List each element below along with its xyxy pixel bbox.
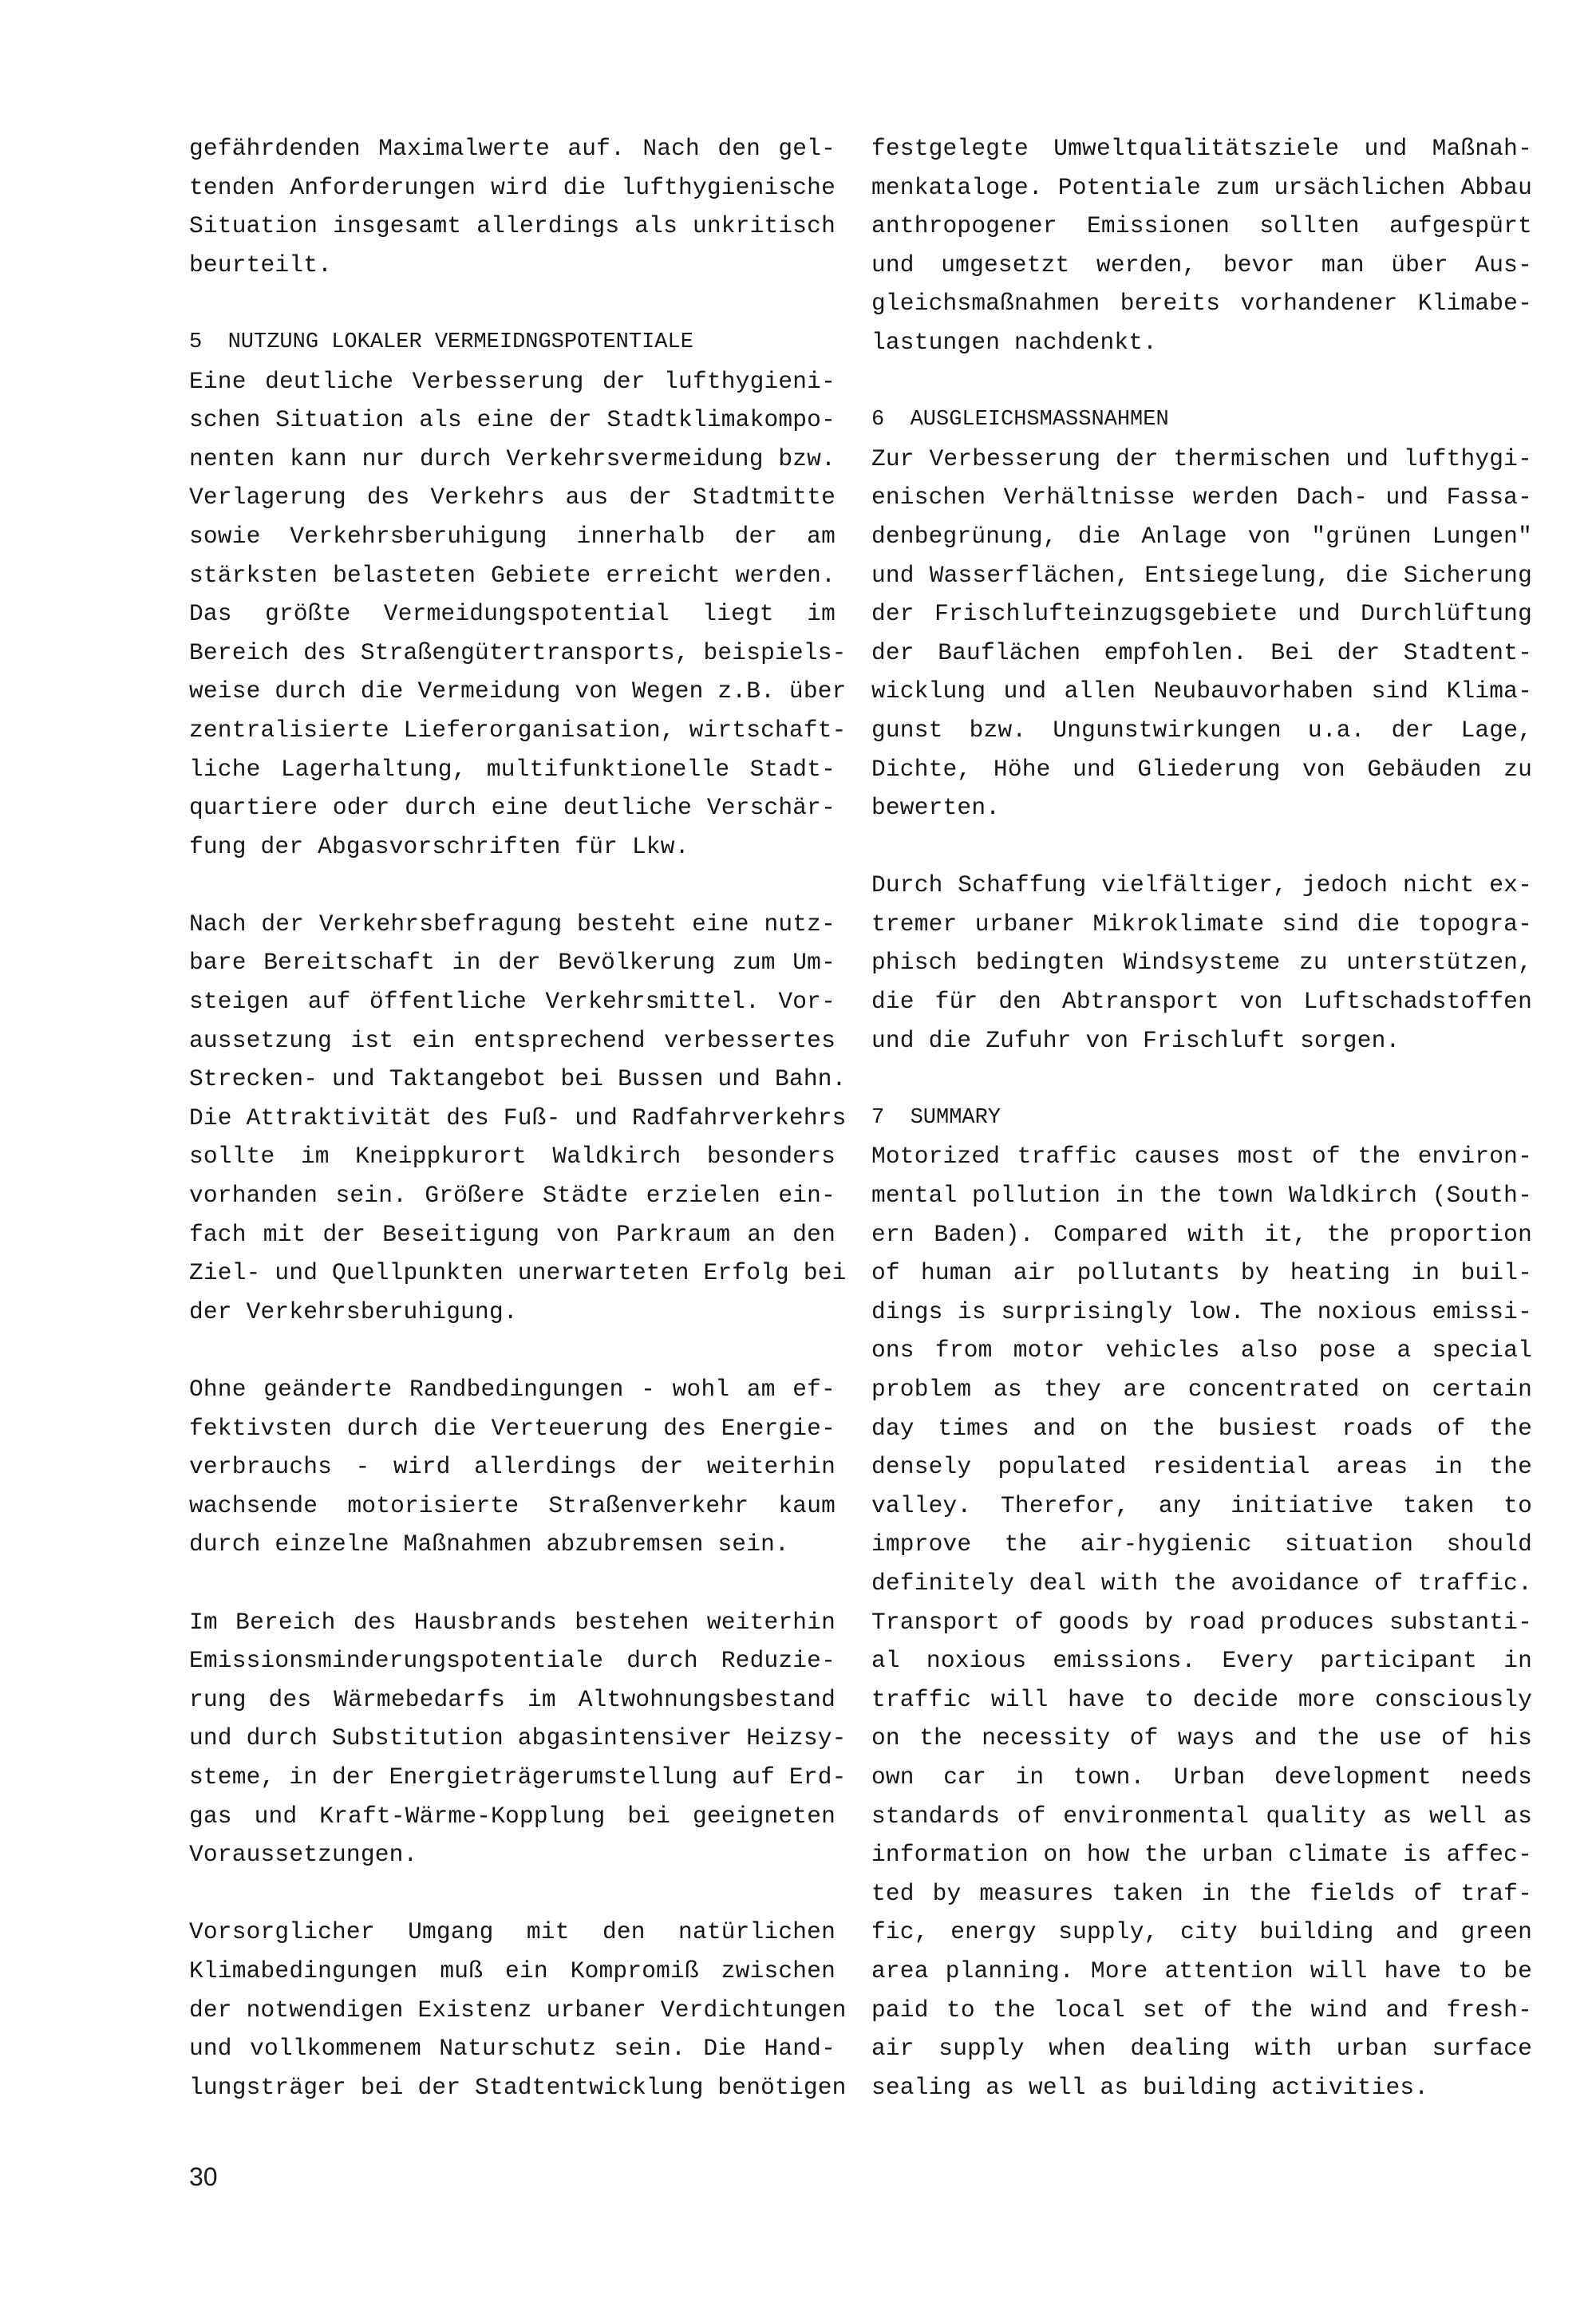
text-line: Eine deutliche Verbesserung der lufthygieni- [189,367,836,395]
text-line: Nach der Verkehrsbefragung besteht eine nutz- [189,910,836,938]
text-line: der Bauflächen empfohlen. Bei der Stadtent- [871,638,1532,666]
text-line: beurteilt. [189,251,333,278]
text-line: Durch Schaffung vielfältiger, jedoch nicht ex- [871,871,1532,899]
text-line: valley. Therefor, any initiative taken to [871,1491,1532,1519]
text-line: fektivsten durch die Verteuerung des Energie- [189,1414,836,1442]
text-line: verbrauchs - wird allerdings der weiterhin [189,1453,836,1481]
text-line: standards of environmental quality as well as [871,1802,1532,1830]
text-line: Emissionsminderungspotentiale durch Reduzie- [189,1647,836,1675]
text-line: sealing as well as building activities. [871,2073,1429,2101]
text-line: lastungen nachdenkt. [871,328,1158,356]
text-line: Die Attraktivität des Fuß- und Radfahrverkehrs [189,1104,847,1131]
text-line: und durch Substitution abgasintensiver Heizsy- [189,1724,847,1752]
paragraph [189,1913,847,2107]
text-line: own car in town. Urban development needs [871,1763,1532,1791]
text-line: of human air pollutants by heating in buil- [871,1259,1532,1287]
text-line: Dichte, Höhe und Gliederung von Gebäuden zu [871,755,1532,783]
text-line: Das größte Vermeidungspotential liegt im [189,600,836,628]
text-line: der Frischlufteinzugsgebiete und Durchlüftung [871,600,1532,628]
text-line: und umgesetzt werden, bevor man über Aus- [871,251,1532,278]
section-heading: 5 NUTZUNG LOKALER VERMEIDNGSPOTENTIALE [189,330,693,354]
text-line: traffic will have to decide more consciously [871,1685,1532,1713]
page-number: 30 [189,2162,218,2191]
text-line: stärksten belasteten Gebiete erreicht werden. [189,561,836,589]
text-line: on the necessity of ways and the use of his [871,1724,1532,1752]
text-line: sowie Verkehrsberuhigung innerhalb der am [189,522,836,550]
text-line: festgelegte Umweltqualitätsziele und Maßnah- [871,135,1532,162]
text-line: gleichsmaßnahmen bereits vorhandener Klimabe- [871,290,1532,318]
text-line: der notwendigen Existenz urbaner Verdichtungen [189,1996,847,2024]
text-line: ern Baden). Compared with it, the proportion [871,1220,1532,1248]
text-line: schen Situation als eine der Stadtklimakompo- [189,406,836,434]
text-line: enischen Verhältnisse werden Dach- und Fassa- [871,484,1532,511]
right-column [871,129,1532,2107]
text-line: anthropogener Emissionen sollten aufgespürt [871,212,1532,240]
text-line: ted by measures taken in the fields of traf- [871,1879,1532,1907]
text-line: Ziel- und Quellpunkten unerwarteten Erfolg bei [189,1259,847,1287]
text-line: Verlagerung des Verkehrs aus der Stadtmitte [189,484,836,511]
text-line: Voraussetzungen. [189,1841,418,1869]
text-line: Ohne geänderte Randbedingungen - wohl am ef- [189,1376,836,1403]
section-7 [871,1099,1532,2107]
text-line: liche Lagerhaltung, multifunktionelle Stadt- [189,755,836,783]
paragraph [189,1370,836,1564]
text-line: Motorized traffic causes most of the environ- [871,1143,1532,1171]
text-line: mental pollution in the town Waldkirch (South- [871,1182,1532,1210]
text-line: air supply when dealing with urban surface [871,2035,1532,2063]
text-line: area planning. More attention will have to be [871,1957,1532,1984]
text-line: problem as they are concentrated on certain [871,1376,1532,1403]
text-line: information on how the urban climate is affec- [871,1841,1532,1869]
text-line: steme, in der Energieträgerumstellung auf Erd- [189,1763,847,1791]
text-line: improve the air-hygienic situation should [871,1530,1532,1558]
text-line: Vorsorglicher Umgang mit den natürlichen [189,1918,836,1946]
text-line: dings is surprisingly low. The noxious emissi- [871,1297,1532,1325]
section-heading: 7 SUMMARY [871,1105,1001,1130]
text-line: Klimabedingungen muß ein Kompromiß zwischen [189,1957,836,1984]
text-line: die für den Abtransport von Luftschadstoffen [871,988,1532,1016]
section-heading: 6 AUSGLEICHSMASSNAHMEN [871,408,1169,432]
text-line: und Wasserflächen, Entsiegelung, die Sicherung [871,561,1532,589]
left-column [189,129,847,2107]
section-5 [189,323,847,866]
text-line: phisch bedingten Windsysteme zu unterstützen, [871,949,1532,977]
text-line: tremer urbaner Mikroklimate sind die topogra- [871,910,1532,938]
text-line: gefährdenden Maximalwerte auf. Nach den gel- [189,135,836,162]
text-line: durch einzelne Maßnahmen abzubremsen sein. [189,1530,789,1558]
text-line: bare Bereitschaft in der Bevölkerung zum Um- [189,949,836,977]
paragraph [871,866,1532,1060]
text-line: wachsende motorisierte Straßenverkehr kaum [189,1491,836,1519]
text-line: paid to the local set of the wind and fresh- [871,1996,1532,2024]
paragraph-continuation [189,129,836,284]
text-line: Transport of goods by road produces substanti- [871,1608,1532,1636]
text-line: denbegrünung, die Anlage von "grünen Lungen" [871,522,1532,550]
text-line: Zur Verbesserung der thermischen und lufthygi- [871,444,1532,472]
text-line: und die Zufuhr von Frischluft sorgen. [871,1026,1400,1054]
text-line: fung der Abgasvorschriften für Lkw. [189,832,689,860]
text-line: steigen auf öffentliche Verkehrsmittel. Vor- [189,988,836,1016]
text-line: Situation insgesamt allerdings als unkritisch [189,212,836,240]
text-line: Bereich des Straßengütertransports, beispiels- [189,638,847,666]
text-line: definitely deal with the avoidance of traffic. [871,1569,1532,1597]
text-line: rung des Wärmebedarfs im Altwohnungsbestand [189,1685,836,1713]
text-line: gas und Kraft-Wärme-Kopplung bei geeigneten [189,1802,836,1830]
text-line: fic, energy supply, city building and green [871,1918,1532,1946]
text-line: zentralisierte Lieferorganisation, wirtschaft- [189,716,847,744]
section-6 [871,401,1532,827]
text-line: lungsträger bei der Stadtentwicklung benötigen [189,2073,847,2101]
text-line: der Verkehrsberuhigung. [189,1297,518,1325]
text-line: aussetzung ist ein entsprechend verbessertes [189,1026,836,1054]
text-line: sollte im Kneippkurort Waldkirch besonders [189,1143,836,1171]
text-line: day times and on the busiest roads of the [871,1414,1532,1442]
text-line: al noxious emissions. Every participant in [871,1647,1532,1675]
text-line: bewerten. [871,794,1001,822]
text-line: und vollkommenem Naturschutz sein. Die Hand- [189,2035,836,2063]
text-line: Im Bereich des Hausbrands bestehen weiterhin [189,1608,836,1636]
text-line: Strecken- und Taktangebot bei Bussen und Bahn. [189,1065,847,1093]
text-line: menkataloge. Potentiale zum ursächlichen Abbau [871,173,1532,201]
text-line: weise durch die Vermeidung von Wegen z.B. über [189,677,847,705]
text-line: ons from motor vehicles also pose a special [871,1337,1532,1364]
paragraph [189,905,847,1332]
text-line: densely populated residential areas in the [871,1453,1532,1481]
paragraph-continuation [871,129,1532,362]
text-line: fach mit der Beseitigung von Parkraum an den [189,1220,836,1248]
text-line: vorhanden sein. Größere Städte erzielen ein- [189,1182,836,1210]
text-line: gunst bzw. Ungunstwirkungen u.a. der Lage, [871,716,1532,744]
text-line: quartiere oder durch eine deutliche Verschär- [189,794,836,822]
text-line: wicklung und allen Neubauvorhaben sind Klima- [871,677,1532,705]
text-line: tenden Anforderungen wird die lufthygienische [189,173,836,201]
paragraph [189,1603,847,1874]
text-line: nenten kann nur durch Verkehrsvermeidung bzw. [189,444,836,472]
